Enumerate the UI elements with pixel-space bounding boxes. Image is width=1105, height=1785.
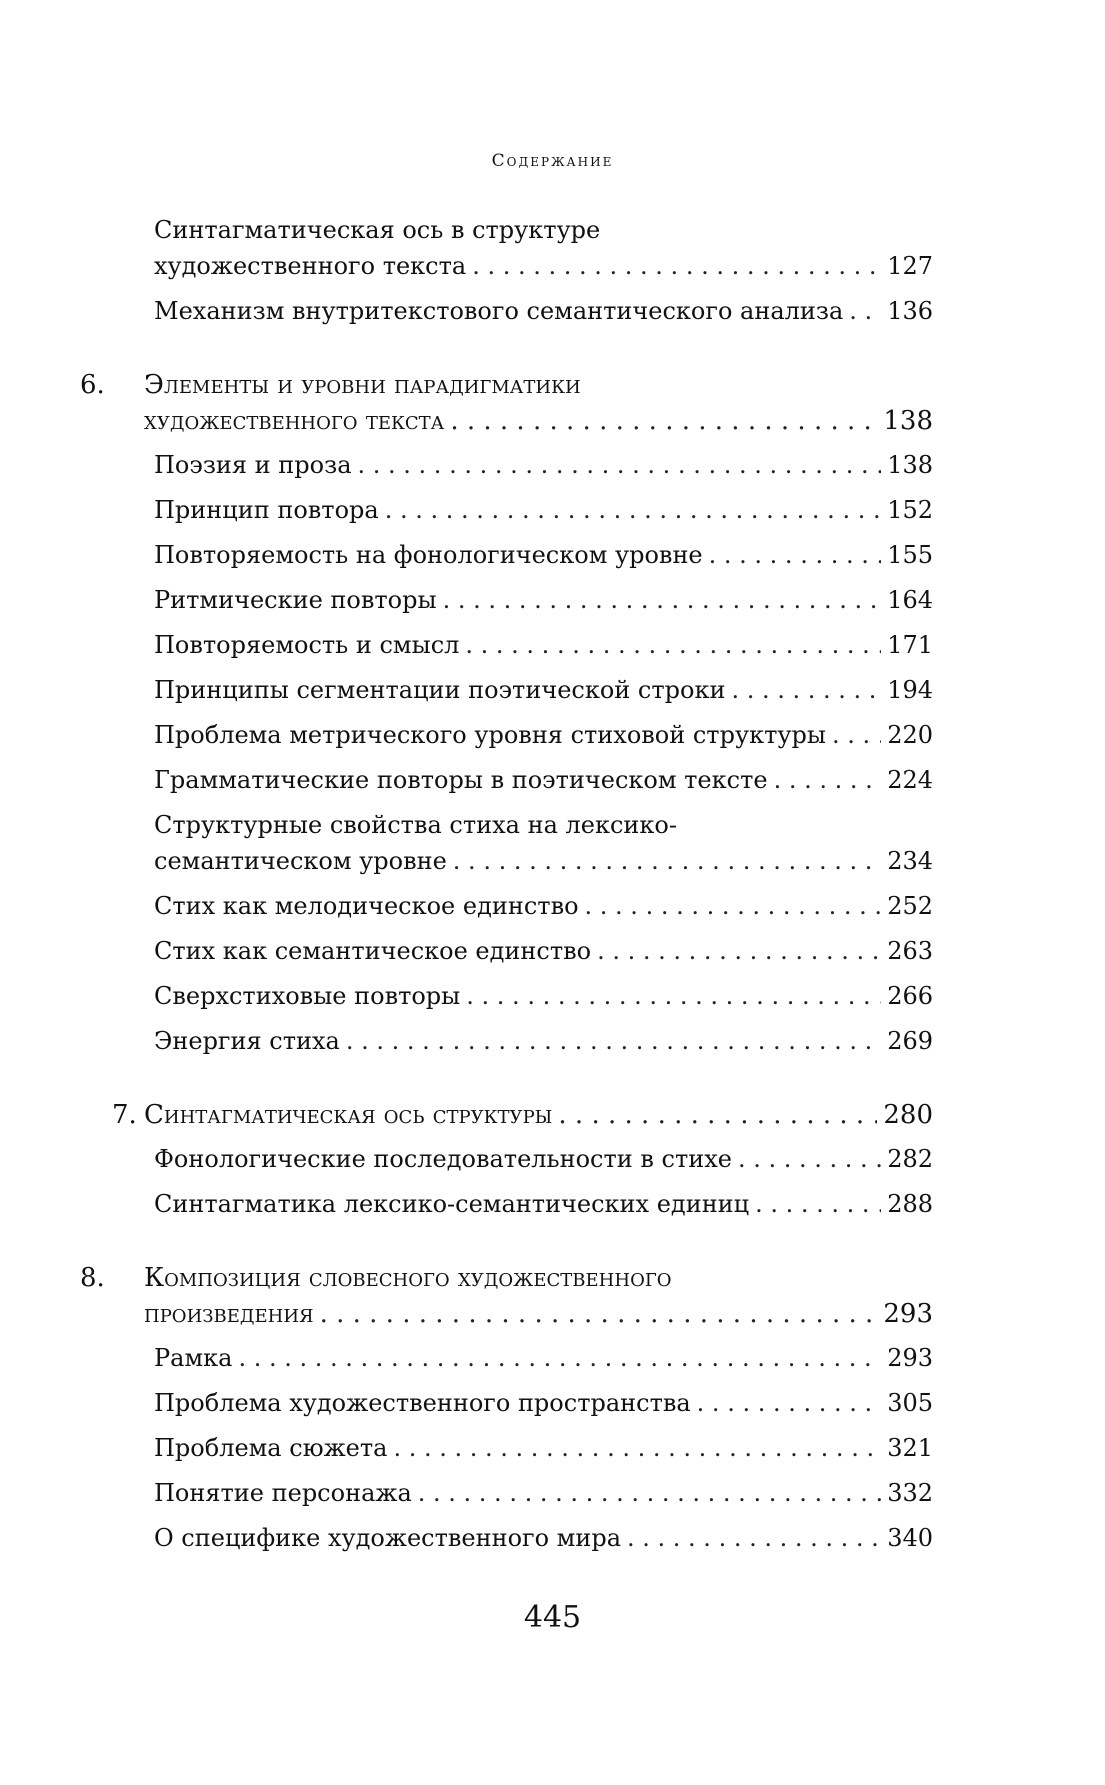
toc-leader-dots [385, 492, 881, 528]
toc-entry [0, 888, 1105, 924]
toc-entry-title: О специфике художественного мира [154, 1524, 622, 1552]
toc-entry [0, 1520, 1105, 1556]
toc-leader-dots [731, 672, 881, 708]
toc-chapter-row [112, 1296, 933, 1332]
toc-leader-dots [697, 1385, 882, 1421]
toc-leader-dots [346, 1023, 881, 1059]
toc-entry-page: 282 [887, 1145, 933, 1173]
toc-entry-title: Стих как мелодическое единство [154, 892, 579, 920]
toc-entry-title: Рамка [154, 1344, 233, 1372]
toc-entry-title: семантическом уровне [154, 847, 447, 875]
toc-entry-title-line: Синтагматическая ось в структуре [154, 216, 601, 244]
toc-leader-dots [585, 888, 882, 924]
toc-leader-dots [358, 447, 882, 483]
toc-chapter-title-line [80, 1260, 933, 1296]
toc-entry [0, 1475, 1105, 1511]
toc-entry-row [154, 627, 933, 663]
toc-leader-dots [558, 1097, 877, 1133]
toc-entry-page: 164 [887, 586, 933, 614]
toc-leader-dots [849, 293, 881, 329]
toc-entry-row [154, 1023, 933, 1059]
toc-entry-title: Стих как семантическое единство [154, 937, 592, 965]
toc-chapter-row [112, 403, 933, 439]
toc-entry-title: Проблема метрического уровня стиховой структуры [154, 721, 826, 749]
toc-entry-row [154, 582, 933, 618]
toc-chapter-row [112, 1097, 933, 1133]
toc-chapter-page: 293 [883, 1299, 933, 1329]
toc-entry [0, 672, 1105, 708]
toc-chapter-title: художественного текста [144, 406, 445, 436]
toc-entry-row [154, 1520, 933, 1556]
toc-entry-title: Фонологические последовательности в стихе [154, 1145, 732, 1173]
toc-leader-dots [709, 537, 882, 573]
toc-entry-row [154, 888, 933, 924]
toc-leader-dots [443, 582, 882, 618]
toc-entry-row [154, 843, 933, 879]
toc-entry-page: 321 [887, 1434, 933, 1462]
toc-entry-row [154, 248, 933, 284]
toc-entry [0, 1023, 1105, 1059]
toc-chapter-title-line [80, 367, 933, 403]
toc-entry-row [154, 537, 933, 573]
toc-entry-row [154, 1430, 933, 1466]
toc-chapter-number: 8. [80, 1263, 105, 1293]
toc-entry-page: 288 [887, 1190, 933, 1218]
toc-leader-dots [450, 403, 877, 439]
toc-entry-page: 127 [887, 252, 933, 280]
toc-entry-row [154, 1186, 933, 1222]
toc-entry [0, 717, 1105, 753]
toc-entry-row [154, 1340, 933, 1376]
toc-entry [0, 1340, 1105, 1376]
toc-entry-row [154, 492, 933, 528]
toc-leader-dots [774, 762, 882, 798]
toc-entry-page: 194 [887, 676, 933, 704]
toc-chapter-title: произведения [144, 1299, 314, 1329]
toc-entry-title: Повторяемость и смысл [154, 631, 460, 659]
toc-entry [0, 582, 1105, 618]
toc-entry-title: Энергия стиха [154, 1027, 340, 1055]
toc-leader-dots [465, 627, 881, 663]
toc-chapter-title: Композиция словесного художественного [144, 1263, 672, 1293]
toc-entry-title: Принцип повтора [154, 496, 379, 524]
toc-entry-title: Ритмические повторы [154, 586, 437, 614]
toc-leader-dots [393, 1430, 881, 1466]
toc-chapter-section [0, 1097, 1105, 1222]
toc-entry-page: 305 [887, 1389, 933, 1417]
toc-entry-row [154, 762, 933, 798]
toc-entry-page: 224 [887, 766, 933, 794]
toc-chapter-number: 6. [80, 370, 105, 400]
page-number: 445 [523, 1600, 582, 1635]
toc-entry-page: 234 [887, 847, 933, 875]
toc-entry-page: 269 [887, 1027, 933, 1055]
toc-entry [0, 807, 1105, 879]
toc-chapter-page: 280 [883, 1100, 933, 1130]
toc-leader-dots [755, 1186, 881, 1222]
toc-entry-title: Механизм внутритекстового семантического анализа [154, 297, 844, 325]
toc-entry [0, 447, 1105, 483]
toc-entry-page: 220 [887, 721, 933, 749]
toc-leader-dots [466, 978, 881, 1014]
toc-entry-row [154, 1141, 933, 1177]
toc-entry [0, 627, 1105, 663]
toc-leader-dots [738, 1141, 881, 1177]
toc-chapter-title: Элементы и уровни парадигматики [144, 370, 581, 400]
toc-entry-row [154, 447, 933, 483]
toc-entry-page: 293 [887, 1344, 933, 1372]
toc-section-continued [0, 212, 1105, 329]
running-head: Содержание [491, 151, 614, 171]
toc-entry-title: Понятие персонажа [154, 1479, 412, 1507]
toc-entry [0, 212, 1105, 284]
toc-entry-page: 332 [887, 1479, 933, 1507]
toc-entry-title: художественного текста [154, 252, 467, 280]
toc-leader-dots [472, 248, 881, 284]
toc-entry-page: 155 [887, 541, 933, 569]
toc-entry-title: Принципы сегментации поэтической строки [154, 676, 726, 704]
toc-chapter-heading [0, 1260, 1105, 1332]
toc-entry [0, 492, 1105, 528]
toc-entry [0, 762, 1105, 798]
toc-chapter-heading [0, 367, 1105, 439]
toc-entry [0, 1385, 1105, 1421]
toc-chapter-title: Синтагматическая ось структуры [144, 1100, 553, 1130]
toc-entry-row [154, 672, 933, 708]
toc-entry-page: 136 [887, 297, 933, 325]
toc-entry-title: Проблема сюжета [154, 1434, 388, 1462]
toc-leader-dots [418, 1475, 881, 1511]
toc-leader-dots [627, 1520, 881, 1556]
toc-entry-page: 152 [887, 496, 933, 524]
toc-entry-page: 171 [887, 631, 933, 659]
toc-chapter-section [0, 367, 1105, 1059]
toc-entry [0, 293, 1105, 329]
toc-entry [0, 978, 1105, 1014]
toc-entry-row [154, 1475, 933, 1511]
toc-entry [0, 933, 1105, 969]
toc-entry-title: Синтагматика лексико-семантических единиц [154, 1190, 750, 1218]
toc-entry-title: Повторяемость на фонологическом уровне [154, 541, 703, 569]
toc-entry-page: 266 [887, 982, 933, 1010]
toc-leader-dots [453, 843, 881, 879]
toc-entry-title: Сверхстиховые повторы [154, 982, 461, 1010]
toc-chapter-section [0, 1260, 1105, 1556]
toc-entry [0, 1186, 1105, 1222]
toc-entry-row [154, 933, 933, 969]
toc-entry-page: 340 [887, 1524, 933, 1552]
toc-chapter-heading [0, 1097, 1105, 1133]
toc-entry-row [154, 293, 933, 329]
toc-entry-page: 252 [887, 892, 933, 920]
toc-entry [0, 1430, 1105, 1466]
toc-leader-dots [238, 1340, 881, 1376]
toc-leader-dots [597, 933, 881, 969]
toc-entry-title-line: Структурные свойства стиха на лексико- [154, 811, 677, 839]
toc-chapter-page: 138 [883, 406, 933, 436]
toc-entry [0, 1141, 1105, 1177]
toc-entry-title: Проблема художественного пространства [154, 1389, 691, 1417]
toc-entry [0, 537, 1105, 573]
toc-entry-page: 263 [887, 937, 933, 965]
toc-entry-title: Поэзия и проза [154, 451, 352, 479]
toc-entry-row [154, 717, 933, 753]
toc-entry-row [154, 978, 933, 1014]
toc-entry-row [154, 1385, 933, 1421]
table-of-contents [0, 212, 1105, 1594]
toc-entry-title: Грамматические повторы в поэтическом тексте [154, 766, 768, 794]
toc-leader-dots [320, 1296, 878, 1332]
toc-leader-dots [832, 717, 881, 753]
toc-entry-page: 138 [887, 451, 933, 479]
toc-chapter-number: 7. [112, 1100, 137, 1130]
